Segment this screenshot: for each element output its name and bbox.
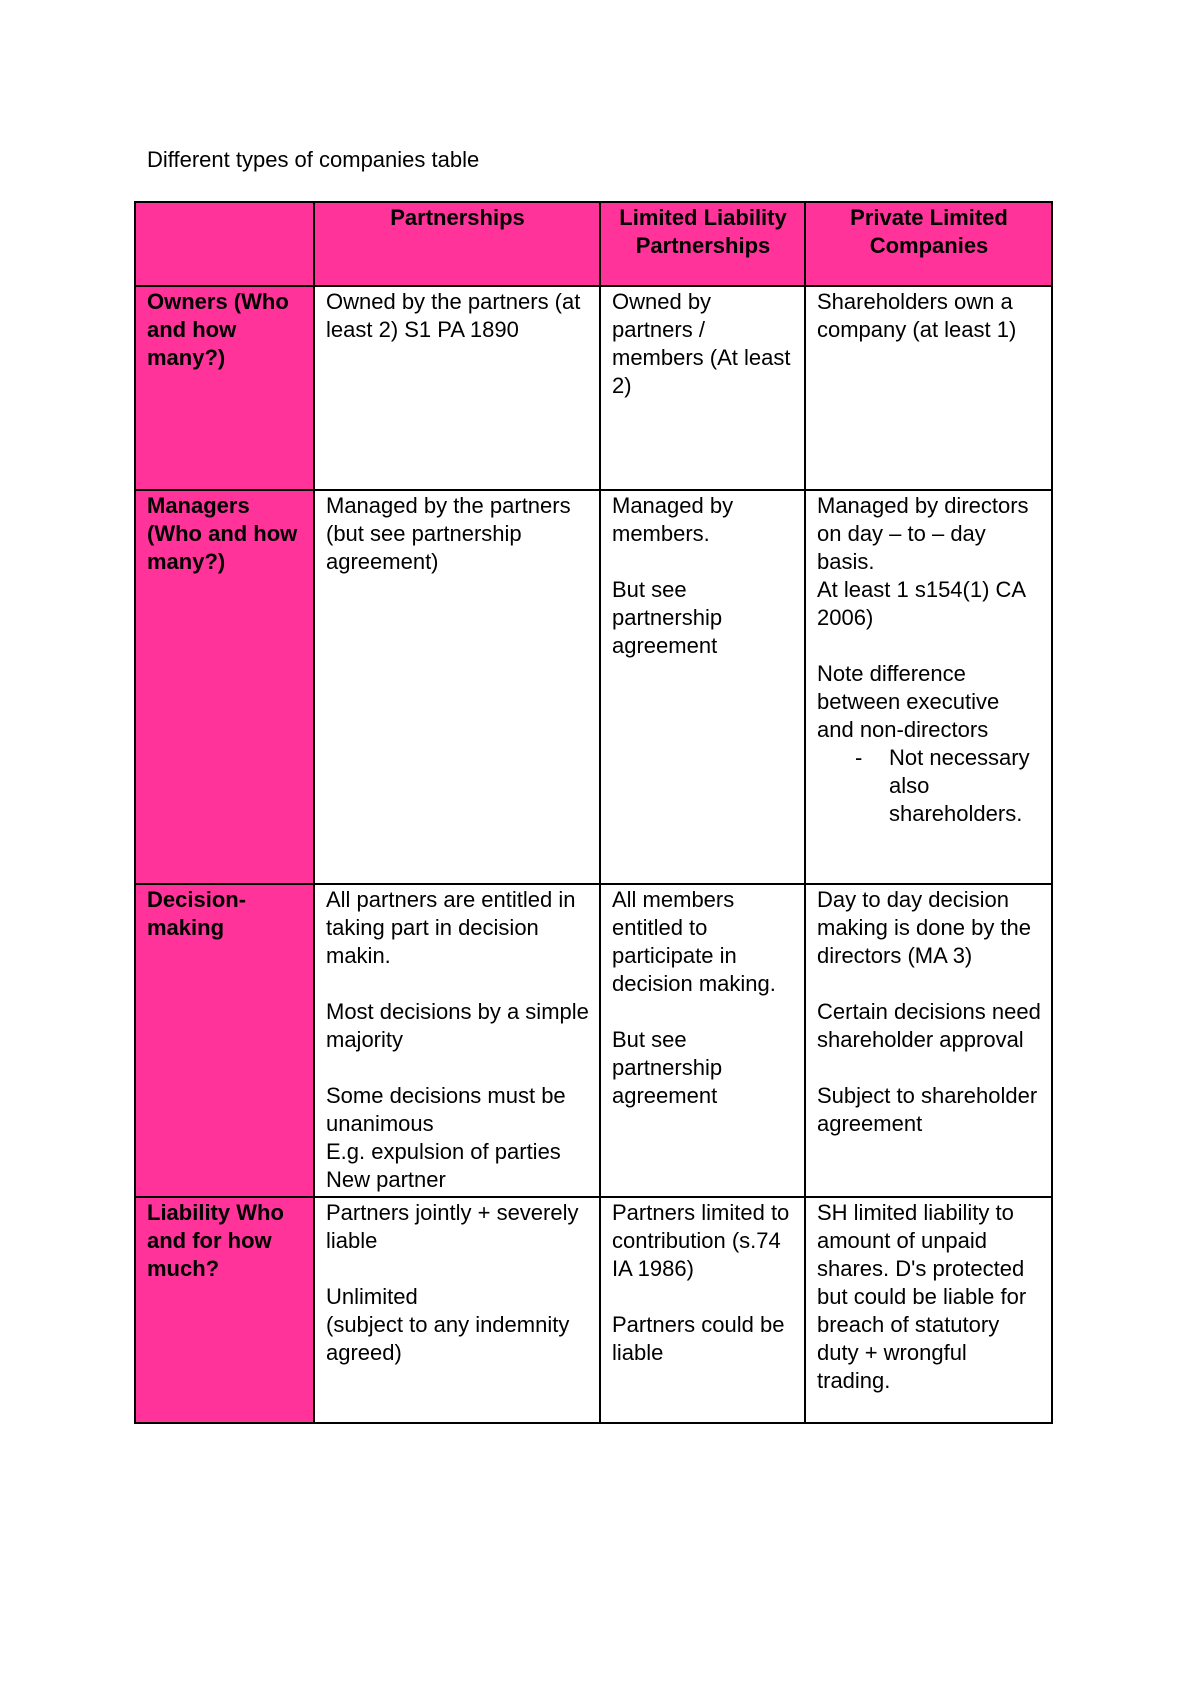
companies-table xyxy=(134,201,1053,1424)
cell-managers-llp xyxy=(600,490,805,884)
cell-paragraph: Day to day decision making is done by the directors (MA 3) xyxy=(817,887,1032,968)
cell-decision-partnerships xyxy=(314,884,600,1197)
cell-owners-plc: Shareholders own a company (at least 1) xyxy=(805,286,1052,490)
header-private-limited-companies: Private Limited Companies xyxy=(805,202,1052,286)
cell-paragraph: All partners are entitled in taking part in decision makin. xyxy=(326,887,576,968)
cell-liability-plc: SH limited liability to amount of unpaid shares. D's protected but could be liable for breach of statutory duty + wrongful trading. xyxy=(805,1197,1052,1423)
cell-paragraph: But see partnership agreement xyxy=(612,1027,723,1108)
row-label-liability: Liability Who and for how much? xyxy=(135,1197,314,1423)
row-label-decision-making: Decision-making xyxy=(135,884,314,1197)
header-row xyxy=(135,202,1052,286)
bullet-dash: - xyxy=(855,745,863,770)
cell-paragraph: Subject to shareholder agreement xyxy=(817,1083,1038,1136)
cell-paragraph: Unlimited xyxy=(326,1284,418,1309)
cell-paragraph: (subject to any indemnity agreed) xyxy=(326,1312,570,1365)
row-label-owners: Owners (Who and how many?) xyxy=(135,286,314,490)
cell-paragraph: Partners could be liable xyxy=(612,1312,785,1365)
header-partnerships: Partnerships xyxy=(314,202,600,286)
table-row-liability xyxy=(135,1197,1052,1423)
document-title: Different types of companies table xyxy=(147,147,480,172)
header-llp: Limited Liability Partnerships xyxy=(600,202,805,286)
cell-paragraph: Certain decisions need shareholder approval xyxy=(817,999,1041,1052)
table-row-decision-making xyxy=(135,884,1052,1197)
cell-paragraph: Managed by members. xyxy=(612,493,734,546)
cell-liability-partnerships xyxy=(314,1197,600,1423)
cell-paragraph: Partners jointly + severely liable xyxy=(326,1200,579,1253)
cell-managers-partnerships: Managed by the partners (but see partnership agreement) xyxy=(314,490,600,884)
cell-decision-plc xyxy=(805,884,1052,1197)
cell-decision-llp xyxy=(600,884,805,1197)
cell-paragraph: Some decisions must be unanimous xyxy=(326,1083,566,1136)
cell-owners-llp: Owned by partners / members (At least 2) xyxy=(600,286,805,490)
table-row-managers xyxy=(135,490,1052,884)
cell-paragraph: Managed by directors on day – to – day basis. xyxy=(817,493,1029,574)
cell-paragraph: Note difference between executive and non-directors xyxy=(817,661,1000,742)
cell-liability-llp xyxy=(600,1197,805,1423)
cell-managers-plc xyxy=(805,490,1052,884)
cell-paragraph: But see partnership agreement xyxy=(612,577,723,658)
cell-paragraph: New partner xyxy=(326,1167,446,1192)
cell-paragraph: Partners limited to contribution (s.74 IA 1986) xyxy=(612,1200,790,1281)
cell-paragraph: Most decisions by a simple majority xyxy=(326,999,589,1052)
cell-paragraph: E.g. expulsion of parties xyxy=(326,1139,561,1164)
bullet-item xyxy=(817,744,1041,828)
table-row-owners xyxy=(135,286,1052,490)
cell-paragraph: At least 1 s154(1) CA 2006) xyxy=(817,577,1025,630)
header-corner-cell xyxy=(135,202,314,286)
cell-paragraph: All members entitled to participate in decision making. xyxy=(612,887,776,996)
bullet-text: Not necessary also shareholders. xyxy=(889,745,1030,826)
row-label-managers: Managers (Who and how many?) xyxy=(135,490,314,884)
cell-owners-partnerships: Owned by the partners (at least 2) S1 PA 1890 xyxy=(314,286,600,490)
